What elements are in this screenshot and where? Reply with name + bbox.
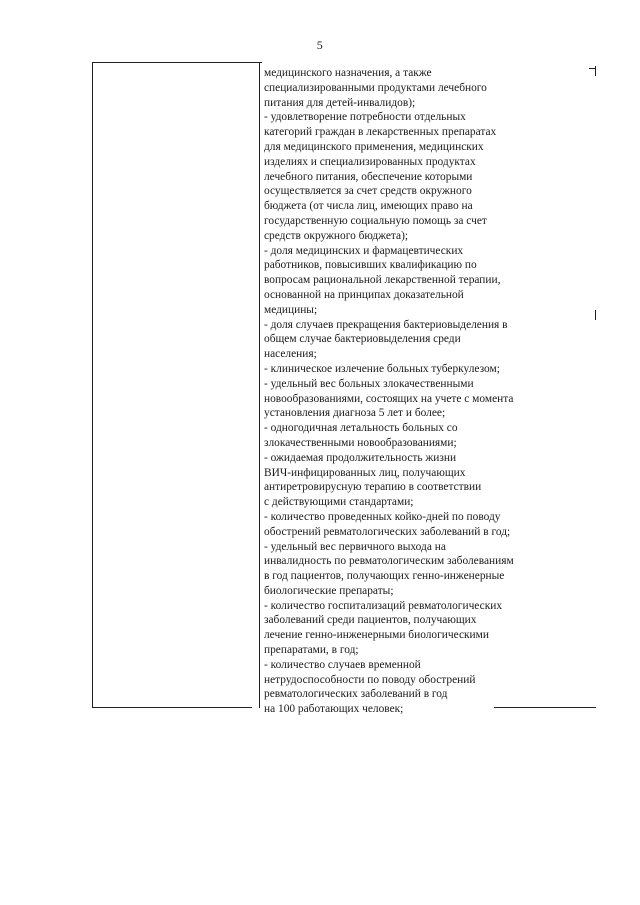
text-line: антиретровирусную терапию в соответствии xyxy=(264,481,482,494)
text-line: злокачественными новообразованиями; xyxy=(264,436,457,449)
text-line: в год пациентов, получающих генно-инженерные xyxy=(264,570,505,583)
text-line: медицинского назначения, а также xyxy=(264,67,432,79)
text-line: препаратами, в год; xyxy=(264,644,359,657)
text-line: - одногодичная летальность больных со xyxy=(264,422,458,435)
table-column-divider xyxy=(259,62,260,708)
text-line: ВИЧ-инфицированных лиц, получающих xyxy=(264,466,466,479)
text-line: - доля случаев прекращения бактериовыделения в xyxy=(264,318,508,331)
text-line: населения; xyxy=(264,348,317,361)
text-line: - доля медицинских и фармацевтических xyxy=(264,244,464,257)
table-border-right-mark xyxy=(595,66,596,76)
text-line: - удельный вес первичного выхода на xyxy=(264,540,446,553)
text-line: лечебного питания, обеспечение которыми xyxy=(264,170,473,183)
text-line: нетрудоспособности по поводу обострений xyxy=(264,673,476,686)
text-line: - удельный вес больных злокачественными xyxy=(264,377,474,390)
text-line: новообразованиями, состоящих на учете с момента xyxy=(264,392,514,405)
text-line: основанной на принципах доказательной xyxy=(264,288,464,301)
text-line: средств окружного бюджета); xyxy=(264,229,409,242)
table-border-right-mark-2 xyxy=(595,310,596,320)
text-line: обострений ревматологических заболеваний в год; xyxy=(264,525,511,538)
text-line: изделиях и специализированных продуктах xyxy=(264,155,476,168)
text-line: - удовлетворение потребности отдельных xyxy=(264,111,466,124)
page-number: 5 xyxy=(316,38,324,52)
text-line: - количество госпитализаций ревматологических xyxy=(264,599,503,612)
text-line: биологические препараты; xyxy=(264,584,394,597)
indicators-text-cell xyxy=(264,66,594,717)
text-line: установления диагноза 5 лет и более; xyxy=(264,407,446,420)
text-line: категорий граждан в лекарственных препаратах xyxy=(264,126,497,139)
text-line: общем случае бактериовыделения среди xyxy=(264,333,461,346)
text-line: специализированными продуктами лечебного xyxy=(264,81,487,94)
text-line: государственную социальную помощь за счет xyxy=(264,214,487,227)
text-line: лечение генно-инженерными биологическими xyxy=(264,629,489,642)
text-line: ревматологических заболеваний в год xyxy=(264,688,448,701)
text-line: осуществляется за счет средств окружного xyxy=(264,185,472,198)
text-line: медицины; xyxy=(264,303,318,316)
text-line: - клиническое излечение больных туберкулезом; xyxy=(264,362,500,375)
text-line: - количество случаев временной xyxy=(264,658,421,671)
text-line: бюджета (от числа лиц, имеющих право на xyxy=(264,200,473,213)
text-line: вопросам рациональной лекарственной терапии, xyxy=(264,274,501,287)
text-line: инвалидность по ревматологическим заболеваниям xyxy=(264,555,514,568)
table-border-top-left xyxy=(92,62,262,63)
table-border-bottom-left xyxy=(92,707,252,708)
text-line: питания для детей-инвалидов); xyxy=(264,96,416,109)
text-line: для медицинского применения, медицинских xyxy=(264,140,484,153)
text-line: - ожидаемая продолжительность жизни xyxy=(264,451,457,464)
text-line: на 100 работающих человек; xyxy=(264,703,404,716)
text-line: работников, повысивших квалификацию по xyxy=(264,259,477,272)
table-border-left xyxy=(92,62,93,708)
text-line: заболеваний среди пациентов, получающих xyxy=(264,614,477,627)
text-line: - количество проведенных койко-дней по поводу xyxy=(264,510,501,523)
text-line: с действующими стандартами; xyxy=(264,496,414,509)
